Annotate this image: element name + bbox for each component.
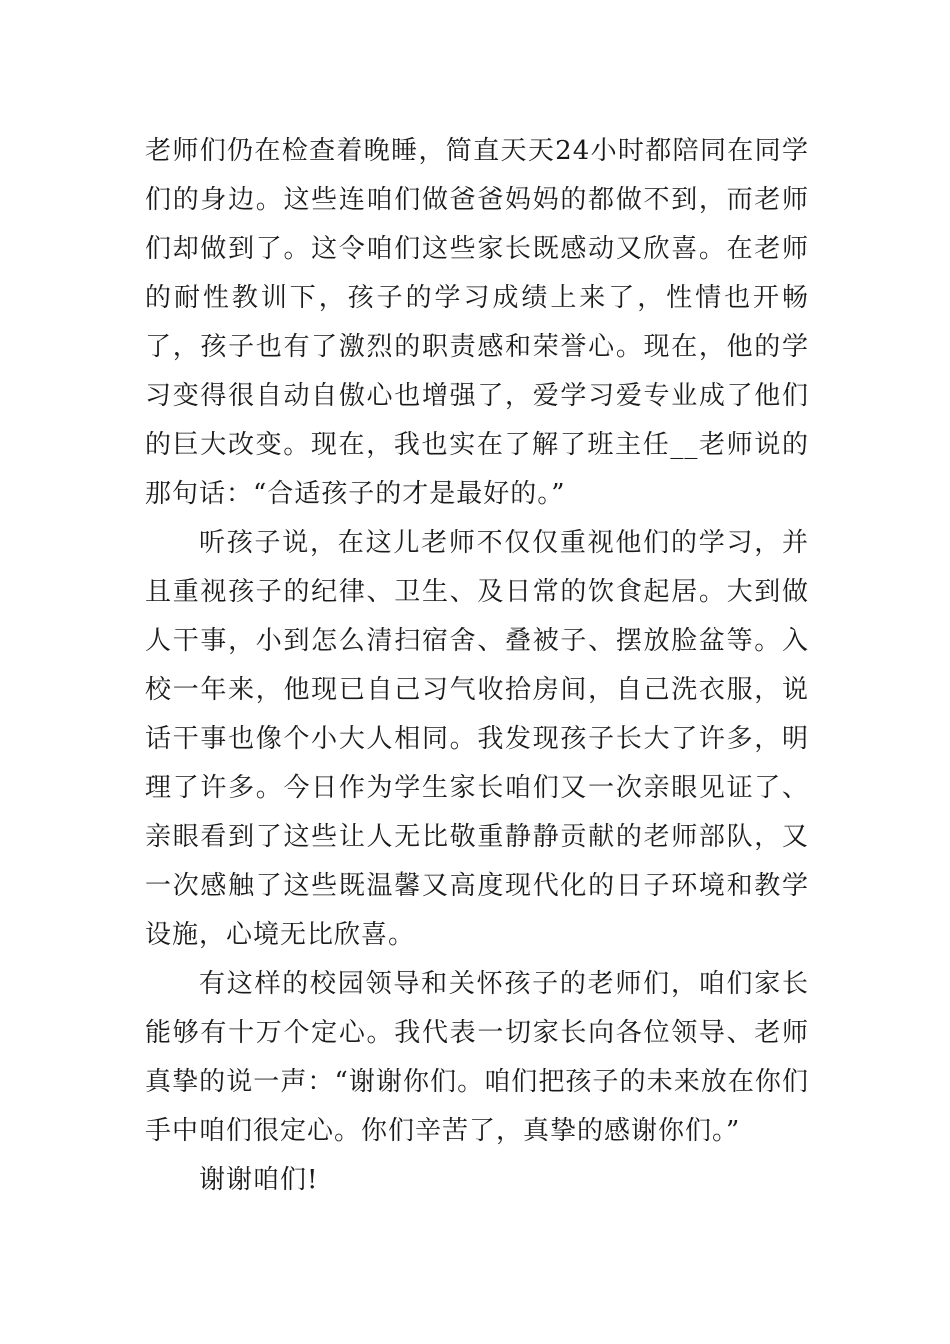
paragraph-4-closing: 谢谢咱们! (199, 1165, 319, 1195)
paragraph-2: 听孩子说，在这儿老师不仅仅重视他们的学习，并且重视孩子的纪律、卫生、及日常的饮食起居。大到做人干事，小到怎么清扫宿舍、叠被子、摆放脸盆等。入校一年来，他现已自己习气收拾房间，自己洗衣服，说话干事也像个小大人相同。我发现孩子长大了许多，明理了许多。今日作为学生家长咱们又一次亲眼见证了、亲眼看到了这些让人无比敬重静静贡献的老师部队，又一次感触了这些既温馨又高度现代化的日子环境和教学设施，心境无比欣喜。 (145, 528, 809, 950)
paragraph-1: 老师们仍在检查着晚睡，简直天天24小时都陪同在同学们的身边。这些连咱们做爸爸妈妈的都做不到，而老师们却做到了。这令咱们这些家长既感动又欣喜。在老师的耐性教训下，孩子的学习成绩上来了，性情也开畅了，孩子也有了激烈的职责感和荣誉心。现在，他的学习变得很自动自傲心也增强了，爱学习爱专业成了他们的巨大改变。现在，我也实在了解了班主任__老师说的那句话：“合适孩子的才是最好的。” (145, 136, 809, 509)
document-body (145, 127, 809, 1205)
paragraph-3: 有这样的校园领导和关怀孩子的老师们，咱们家长能够有十万个定心。我代表一切家长向各位领导、老师真挚的说一声：“谢谢你们。咱们把孩子的未来放在你们手中咱们很定心。你们辛苦了，真挚的感谢你们。” (145, 969, 809, 1146)
